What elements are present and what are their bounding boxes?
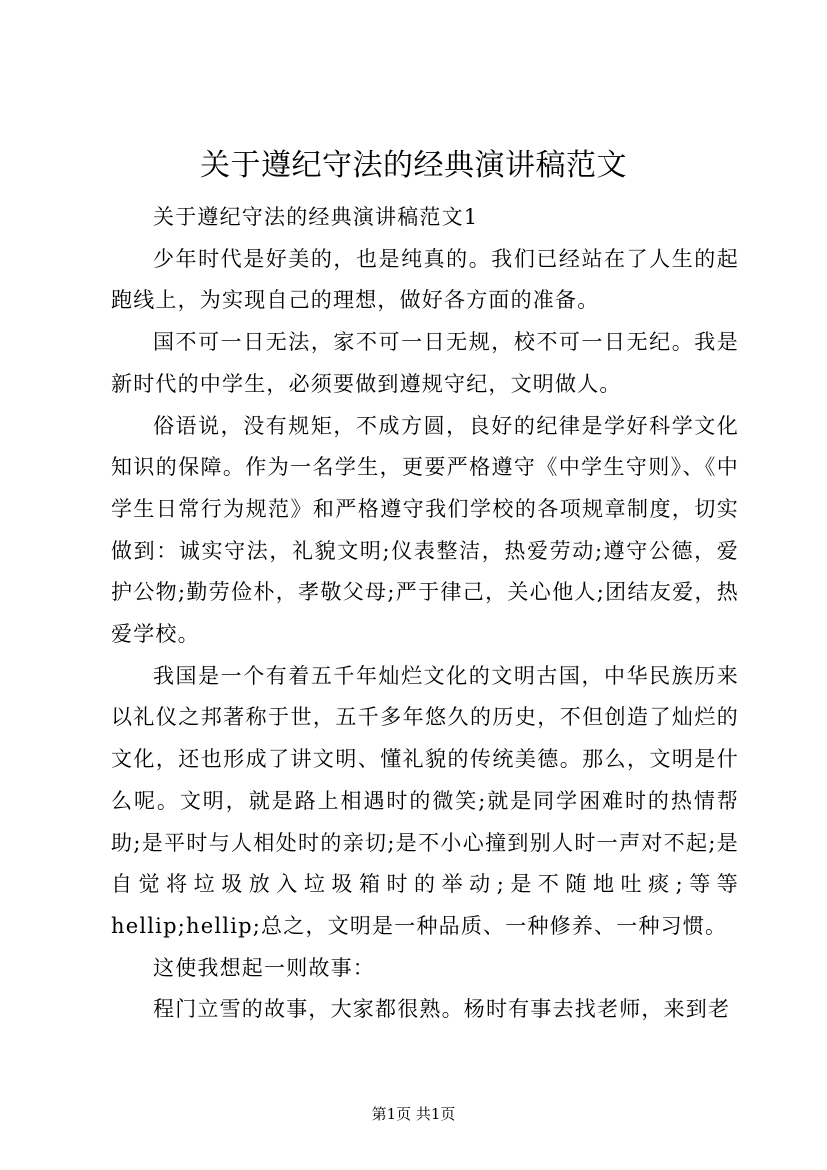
body-paragraph: 这使我想起一则故事： [153, 955, 375, 980]
document-body [111, 197, 739, 1031]
subtitle-paragraph: 关于遵纪守法的经典演讲稿范文1 [153, 205, 479, 229]
document-title: 关于遵纪守法的经典演讲稿范文 [200, 148, 627, 183]
body-paragraph: 程门立雪的故事，大家都很熟。杨时有事去找老师，来到老 [153, 997, 731, 1022]
page-footer: 第1页 共1页 [371, 1105, 456, 1123]
body-paragraph: 俗语说，没有规矩，不成方圆，良好的纪律是学好科学文化知识的保障。作为一名学生，更要严格遵守《中学生守则》、《中学生日常行为规范》和严格遵守我们学校的各项规章制度，切实做到：诚实守法，礼貌文明;仪表整洁，热爱劳动;遵守公德，爱护公物;勤劳俭朴，孝敬父母;严于律己，关心他人;团结友爱，热爱学校。 [111, 413, 739, 647]
body-paragraph: 我国是一个有着五千年灿烂文化的文明古国，中华民族历来以礼仪之邦著称于世，五千多年悠久的历史，不但创造了灿烂的文化，还也形成了讲文明、懂礼貌的传统美德。那么，文明是什么呢。文明，就是路上相遇时的微笑;就是同学困难时的热情帮助;是平时与人相处时的亲切;是不小心撞到别人时一声对不起;是自觉将垃圾放入垃圾箱时的举动;是不随地吐痰;等等hellip;hellip;总之，文明是一种品质、一种修养、一种习惯。 [111, 663, 739, 938]
body-paragraph: 少年时代是好美的，也是纯真的。我们已经站在了人生的起跑线上，为实现自己的理想，做好各方面的准备。 [111, 246, 739, 313]
body-paragraph: 国不可一日无法，家不可一日无规，校不可一日无纪。我是新时代的中学生，必须要做到遵规守纪，文明做人。 [111, 330, 739, 396]
